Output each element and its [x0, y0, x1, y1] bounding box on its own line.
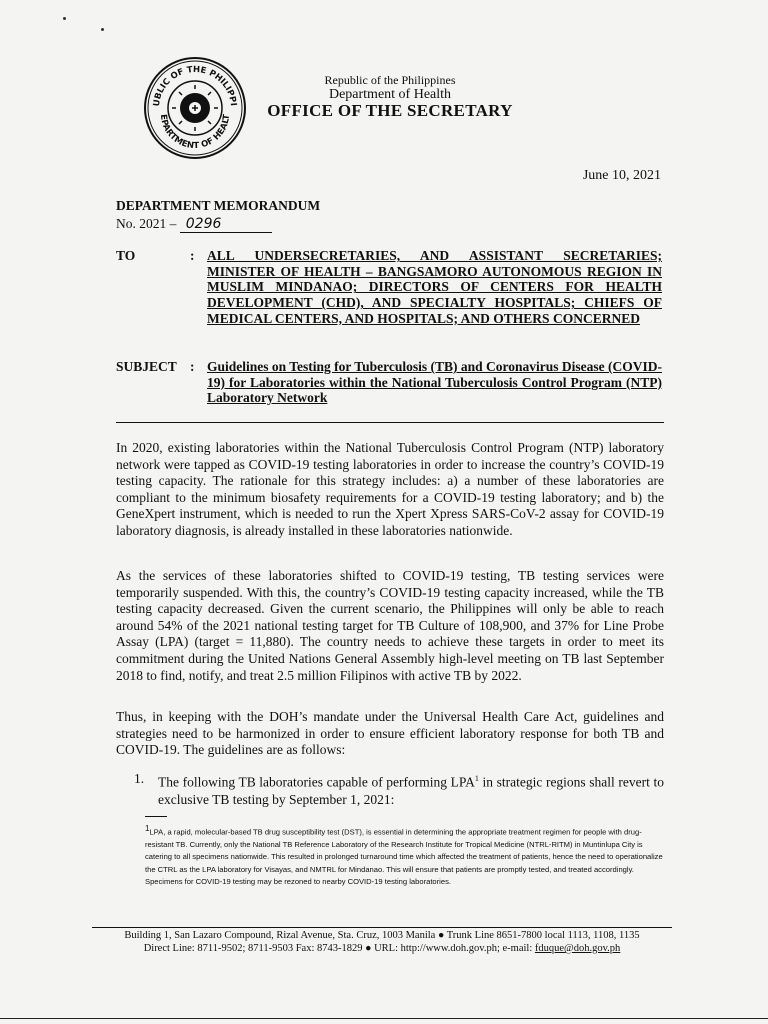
subject-label: SUBJECT: [116, 359, 177, 374]
memo-title: DEPARTMENT MEMORANDUM: [116, 198, 321, 213]
paragraph-3: Thus, in keeping with the DOH’s mandate under the Universal Health Care Act, guidelines and strategies need to be harmonized in order to ensure efficient laboratory response for both TB and COVID-19. The guidelines are as follows:: [116, 709, 664, 758]
memo-number-handwritten: 0296: [180, 216, 272, 233]
paragraph-2: As the services of these laboratories shifted to COVID-19 testing, TB testing services were temporarily suspended. With this, the country’s COVID-19 testing capacity increased, while the TB testing capacity decreased. Given the current scenario, the Philippines will only be able to reach around 54% of the 2021 national testing target for TB Culture of 108,900, and 37% for Line Probe Assay (LPA) (target = 11,880). The country needs to achieve these targets in order to meet its commitment during the United Nations General Assembly high-level meeting on TB last September 2018 to find, notify, and treat 2.5 million Filipinos with active TB by 2022.: [116, 568, 664, 683]
paragraph-1: In 2020, existing laboratories within the National Tuberculosis Control Program (NTP) laboratory network were tapped as COVID-19 testing laboratories in order to increase the country’s COVID-19 testing capacity. The rationale for this strategy includes: a) a number of these laboratories are compliant to the minimum biosafety requirements for a COVID-19 testing laboratory; and b) the GeneXpert instrument, which is needed to run the Xpert Xpress SARS-CoV-2 assay for COVID-19 laboratory diagnosis, is already installed in these laboratories nationwide.: [116, 440, 664, 538]
letterhead-republic: Republic of the Philippines: [324, 73, 456, 87]
letterhead-office: OFFICE OF THE SECRETARY: [267, 101, 513, 120]
subject-text: Guidelines on Testing for Tuberculosis (TB) and Coronavirus Disease (COVID-19) for Laboratories within the National Tuberculosis Control Program (NTP) Laboratory Network: [207, 359, 662, 406]
to-colon: :: [190, 248, 195, 263]
footnote-ref: 1: [474, 774, 479, 783]
list-item: 1. The following TB laboratories capable of performing LPA$^1$ in strategic regions shall revert to exclusive TB testing by September 1, 2021:: [134, 771, 664, 807]
footer-address: Building 1, San Lazaro Compound, Rizal Avenue, Sta. Cruz, 1003 Manila ● Trunk Line 8651-7800 local 1113, 1108, 1135: [124, 930, 640, 941]
footer-contact: Direct Line: 8711-9502; 8711-9503 Fax: 8743-1829 ● URL: http://www.doh.gov.ph; e-mail: fduque@doh.gov.ph: [143, 943, 621, 954]
stray-mark: [101, 28, 104, 31]
memo-number-prefix: No. 2021 –: [116, 216, 177, 231]
list-item-number: 1.: [134, 771, 145, 786]
subject-colon: :: [190, 359, 195, 374]
footer-divider: [92, 927, 672, 928]
footnote: $^1$LPA, a rapid, molecular-based TB drug susceptibility test (DST), is essential in determining the appropriate treatment regimen for people with drug-resistant TB. Currently, only the National TB Reference Laboratory of the Research Institute for Tropical Medicine (NTRL-RITM) in Muntinlupa City is catering to all specimens nationwide. This resulted in prolonged turnaround time which affected the treatment of patients, hence the need to operationalize the CTRL as the LPA laboratory for Visayas, and NMTRL for Mindanao. This will ensure that patients are promptly tested, and treated accordingly. Specimens for COVID-19 testing may be rezoned to nearby COVID-19 testing laboratories.: [145, 824, 663, 887]
footer-email-link[interactable]: fduque@doh.gov.ph: [534, 943, 621, 954]
memo-date: June 10, 2021: [582, 168, 661, 183]
footnote-divider: [145, 816, 167, 817]
doh-seal-logo: [143, 56, 247, 160]
letterhead-department: Department of Health: [328, 87, 452, 102]
svg-text:DEPARTMENT OF HEALTH: EPARTMENT OF HEALT: [157, 113, 233, 152]
stray-mark: [63, 17, 66, 20]
header-divider: [116, 422, 664, 423]
to-label: TO: [116, 248, 136, 263]
memo-number: [116, 216, 272, 233]
svg-text:REPUBLIC OF THE PHILIPPINES: UBLIC OF THE PHILIPPI: [151, 64, 238, 108]
page-edge-line: [0, 1018, 768, 1019]
to-recipients: ALL UNDERSECRETARIES, AND ASSISTANT SECRETARIES; MINISTER OF HEALTH – BANGSAMORO AUTONOMOUS REGION IN MUSLIM MINDANAO; DIRECTORS OF CENTERS FOR HEALTH DEVELOPMENT (CHD), AND SPECIALTY HOSPITALS; CHIEFS OF MEDICAL CENTERS, AND HOSPITALS; AND OTHERS CONCERNED: [207, 248, 662, 326]
